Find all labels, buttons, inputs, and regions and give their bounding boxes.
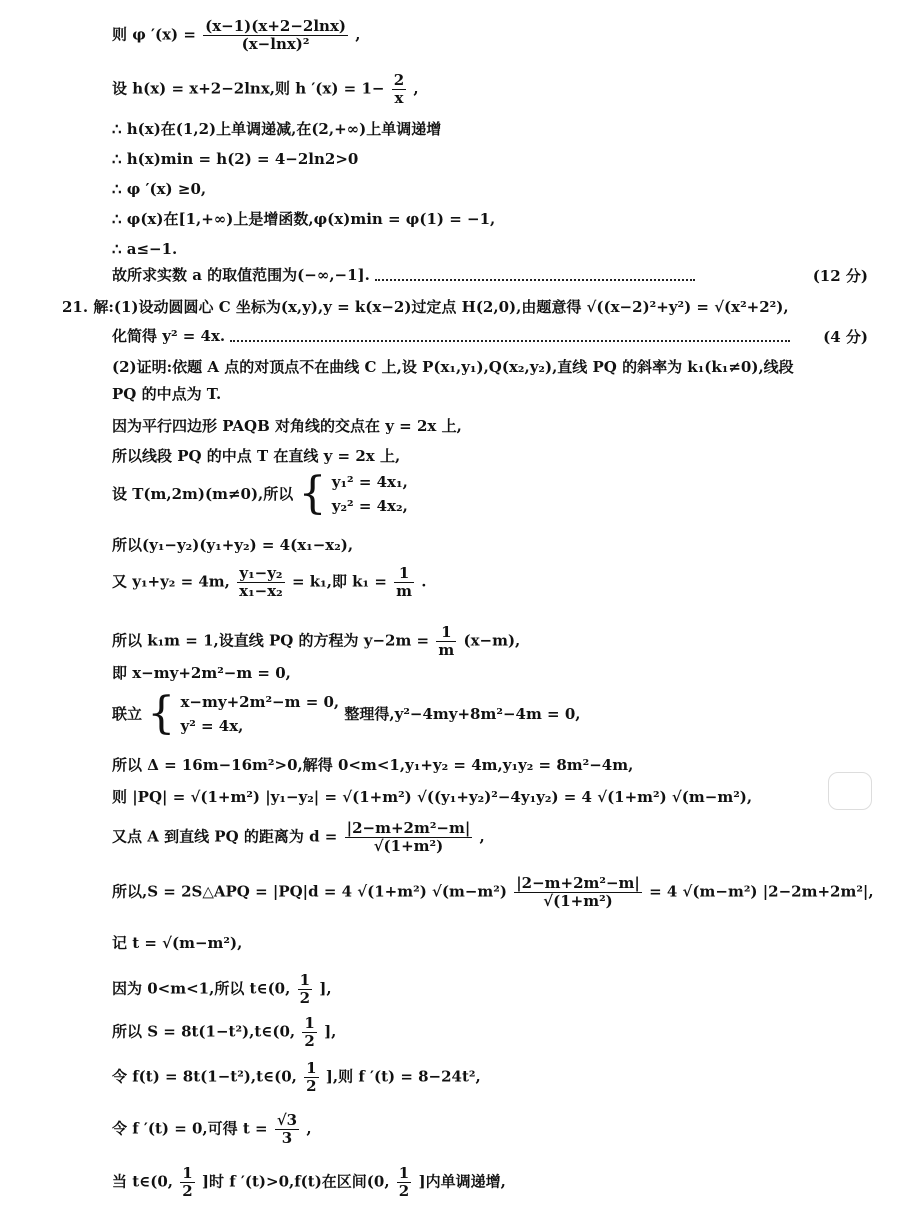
scan-artifact <box>828 772 872 810</box>
line-a-bound: ∴ a≤−1. <box>112 240 178 258</box>
text: ]内单调递增, <box>418 1172 506 1191</box>
line-phi-derivative <box>112 18 360 53</box>
denominator: x₁−x₂ <box>239 582 283 600</box>
score-12: (12 分) <box>812 267 868 285</box>
fraction <box>392 72 406 107</box>
fraction <box>180 1165 194 1200</box>
text: 所以,S = 2S△APQ = |PQ|d = 4 √(1+m²) √(m−m²) <box>112 882 507 901</box>
line-f-of-t <box>112 1060 481 1095</box>
line-critical-point <box>112 1112 312 1147</box>
text: 令 f(t) = 8t(1−t²),t∈(0, <box>112 1067 297 1086</box>
text: , <box>413 79 419 98</box>
text: = k₁,即 k₁ = <box>291 572 387 591</box>
text: ],则 f ′(t) = 8−24t², <box>325 1067 481 1086</box>
text: 则 φ ′(x) = <box>112 25 196 44</box>
fraction <box>203 18 348 53</box>
equation: y₂² = 4x₂, <box>331 497 408 515</box>
line-t-range <box>112 972 332 1007</box>
line-monotonic-interval <box>112 1165 506 1200</box>
denominator: 2 <box>304 1032 315 1050</box>
text: , <box>479 827 485 846</box>
line-line-form: 即 x−my+2m²−m = 0, <box>112 664 291 682</box>
denominator: 2 <box>306 1077 317 1095</box>
brace: { <box>147 688 176 739</box>
fraction <box>302 1015 316 1050</box>
numerator: 1 <box>304 1014 315 1032</box>
numerator: |2−m+2m²−m| <box>346 819 471 837</box>
line-distance <box>112 820 485 855</box>
text: 又点 A 到直线 PQ 的距离为 d = <box>112 827 338 846</box>
line-q21-part1: 21. 解:(1)设动圆圆心 C 坐标为(x,y),y = k(x−2)过定点 H(2,0),由题意得 √((x−2)²+y²) = √(x²+2²), <box>62 298 789 316</box>
line-h-def <box>112 72 419 107</box>
line-slope <box>112 565 427 600</box>
numerator: √3 <box>276 1111 298 1129</box>
equation: y₁² = 4x₁, <box>331 473 408 491</box>
line-parallelogram: 因为平行四边形 PAQB 对角线的交点在 y = 2x 上, <box>112 417 462 435</box>
text: 设 h(x) = x+2−2lnx,则 h ′(x) = 1− <box>112 79 385 98</box>
numerator: 1 <box>299 971 311 989</box>
score-4: (4 分) <box>823 328 868 346</box>
text: 令 f ′(t) = 0,可得 t = <box>112 1119 268 1138</box>
line-area <box>112 875 874 910</box>
line-set-T <box>112 470 408 518</box>
line-define-t: 记 t = √(m−m²), <box>112 934 243 952</box>
text: = 4 √(m−m²) |2−2m+2m²|, <box>649 882 874 901</box>
fraction <box>397 1165 411 1200</box>
denominator: (x−lnx)² <box>241 35 310 53</box>
line-midpoint-on-line: 所以线段 PQ 的中点 T 在直线 y = 2x 上, <box>112 447 401 465</box>
line-simultaneous <box>112 690 581 738</box>
denominator: m <box>438 641 455 659</box>
denominator: m <box>396 582 413 600</box>
line-h-min: ∴ h(x)min = h(2) = 4−2ln2>0 <box>112 150 359 168</box>
line-part2-proof: (2)证明:依题 A 点的对顶点不在曲线 C 上,设 P(x₁,y₁),Q(x₂,y₂),直线 PQ 的斜率为 k₁(k₁≠0),线段 <box>112 358 794 376</box>
numerator: y₁−y₂ <box>237 565 285 583</box>
leader-dots <box>230 332 790 342</box>
numerator: (x−1)(x+2−2lnx) <box>205 17 346 35</box>
line-phi-increasing: ∴ φ(x)在[1,+∞)上是增函数,φ(x)min = φ(1) = −1, <box>112 210 496 228</box>
line-answer-range <box>112 265 867 285</box>
line-pq-equation <box>112 624 520 659</box>
line-discriminant: 所以 Δ = 16m−16m²>0,解得 0<m<1,y₁+y₂ = 4m,y₁y₂ = 8m²−4m, <box>112 756 634 774</box>
fraction <box>436 624 456 659</box>
numerator: 1 <box>306 1059 317 1077</box>
numerator: 1 <box>436 624 456 642</box>
text: 联立 <box>112 705 143 723</box>
text: (x−m), <box>463 631 521 650</box>
denominator: 2 <box>398 1182 410 1200</box>
equation: y² = 4x, <box>180 717 244 735</box>
text: 所以 k₁m = 1,设直线 PQ 的方程为 y−2m = <box>112 631 430 650</box>
numerator: |2−m+2m²−m| <box>516 874 640 892</box>
equation-system <box>180 690 339 738</box>
fraction <box>237 565 285 600</box>
brace: { <box>298 468 327 519</box>
denominator: 3 <box>281 1129 293 1147</box>
text: 故所求实数 a 的取值范围为(−∞,−1]. <box>112 266 370 284</box>
text: . <box>421 572 427 591</box>
fraction <box>298 972 312 1007</box>
denominator: √(1+m²) <box>373 837 444 855</box>
numerator: 2 <box>393 71 405 89</box>
equation: x−my+2m²−m = 0, <box>180 693 340 711</box>
text: 设 T(m,2m)(m≠0),所以 <box>112 485 294 503</box>
text: ], <box>324 1022 337 1041</box>
line-simplify <box>112 326 790 346</box>
line-pq-length: 则 |PQ| = √(1+m²) |y₁−y₂| = √(1+m²) √((y₁+y₂)²−4y₁y₂) = 4 √(1+m²) √(m−m²), <box>112 788 753 806</box>
fraction <box>514 875 642 910</box>
line-difference: 所以(y₁−y₂)(y₁+y₂) = 4(x₁−x₂), <box>112 536 354 554</box>
leader-dots <box>375 271 695 281</box>
numerator: 1 <box>398 1164 410 1182</box>
text: , <box>355 25 361 44</box>
fraction <box>345 820 473 855</box>
line-phi-nonneg: ∴ φ ′(x) ≥0, <box>112 180 207 198</box>
text: , <box>306 1119 312 1138</box>
denominator: x <box>394 89 404 107</box>
text: 又 y₁+y₂ = 4m, <box>112 572 230 591</box>
numerator: 1 <box>394 565 414 583</box>
text: ], <box>319 979 332 998</box>
line-s-of-t <box>112 1015 336 1050</box>
fraction <box>275 1112 299 1147</box>
numerator: 1 <box>182 1164 193 1182</box>
text: ]时 f ′(t)>0,f(t)在区间(0, <box>201 1172 390 1191</box>
equation-system <box>332 470 408 518</box>
text: 当 t∈(0, <box>112 1172 174 1191</box>
line-midpoint: PQ 的中点为 T. <box>112 385 222 403</box>
text: 因为 0<m<1,所以 t∈(0, <box>112 979 291 998</box>
denominator: √(1+m²) <box>543 892 613 910</box>
fraction <box>304 1060 318 1095</box>
fraction <box>394 565 414 600</box>
denominator: 2 <box>299 989 311 1007</box>
text: 所以 S = 8t(1−t²),t∈(0, <box>112 1022 296 1041</box>
text: 整理得,y²−4my+8m²−4m = 0, <box>344 705 581 723</box>
denominator: 2 <box>182 1182 193 1200</box>
text: 化简得 y² = 4x. <box>112 327 226 345</box>
line-h-monotonic: ∴ h(x)在(1,2)上单调递减,在(2,+∞)上单调递增 <box>112 120 442 138</box>
